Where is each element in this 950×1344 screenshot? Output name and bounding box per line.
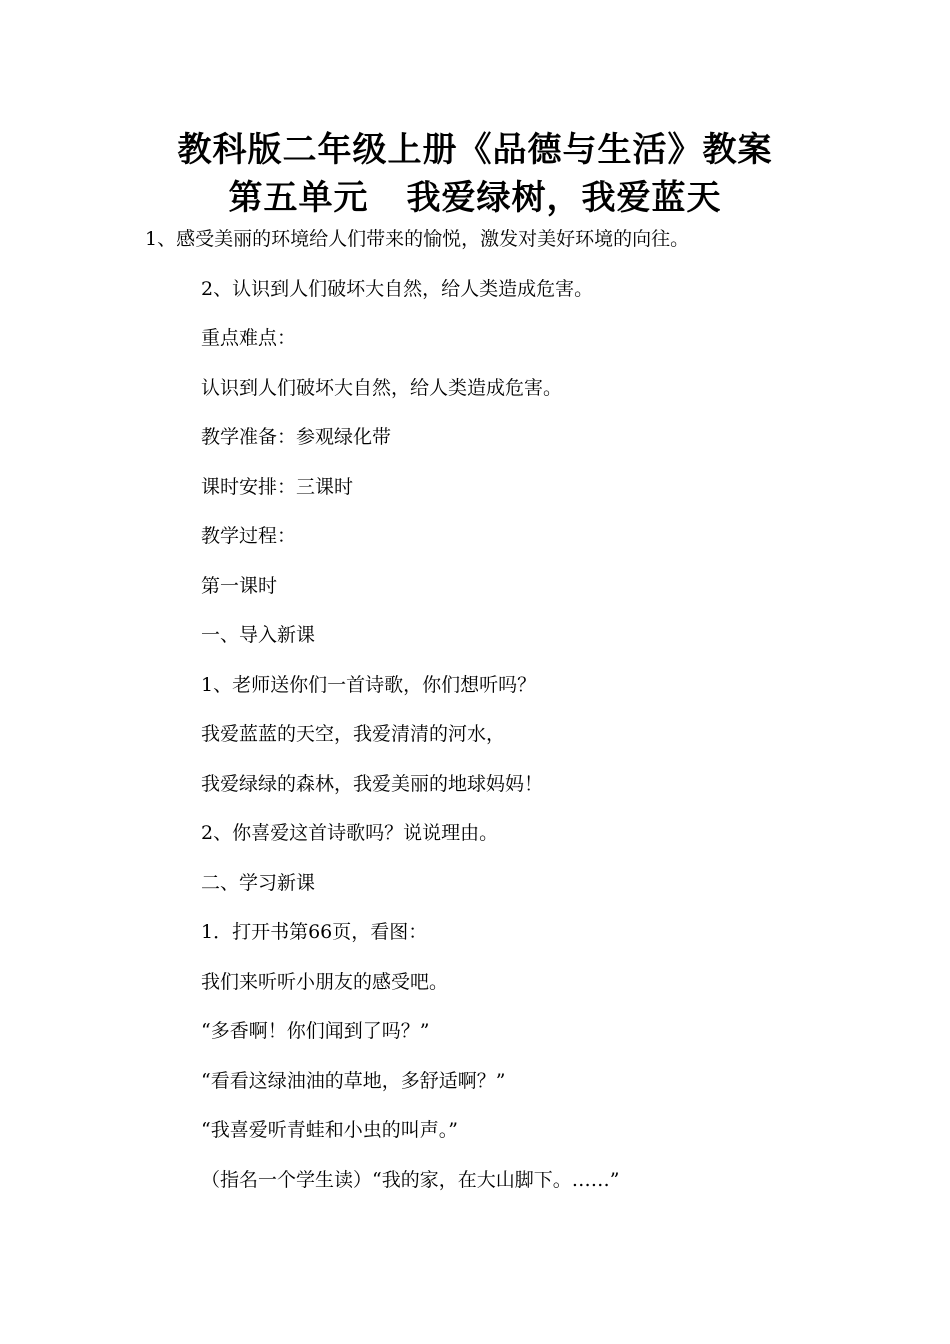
text-line: 我们来听听小朋友的感受吧。 bbox=[201, 971, 449, 993]
text-line: “看看这绿油油的草地，多舒适啊？” bbox=[201, 1070, 506, 1092]
text-line: 重点难点： bbox=[201, 327, 297, 349]
text-line: 第一课时 bbox=[201, 575, 278, 597]
text-line: 认识到人们破坏大自然，给人类造成危害。 bbox=[201, 377, 563, 399]
text-line: 二、学习新课 bbox=[201, 872, 316, 894]
text-line: 我爱蓝蓝的天空，我爱清清的河水， bbox=[201, 723, 506, 745]
text-line: 教学准备：参观绿化带 bbox=[201, 426, 392, 448]
unit-title: 我爱绿树，我爱蓝天 bbox=[406, 178, 722, 218]
text-line: 1、老师送你们一首诗歌，你们想听吗？ bbox=[201, 674, 537, 696]
text-line: 1．打开书第66页，看图： bbox=[201, 921, 428, 943]
text-line: 1、感受美丽的环境给人们带来的愉悦，激发对美好环境的向往。 bbox=[145, 228, 690, 250]
text-line: 我爱绿绿的森林，我爱美丽的地球妈妈！ bbox=[201, 773, 544, 795]
unit-label: 第五单元 bbox=[228, 178, 369, 218]
text-line: 一、导入新课 bbox=[201, 624, 316, 646]
text-line: 教学过程： bbox=[201, 525, 297, 547]
text-line: 课时安排：三课时 bbox=[201, 476, 354, 498]
text-line: （指名一个学生读）“我的家，在大山脚下。……” bbox=[201, 1169, 620, 1191]
document-title: 教科版二年级上册《品德与生活》教案 bbox=[177, 130, 773, 170]
text-line: “多香啊！你们闻到了吗？” bbox=[201, 1020, 430, 1042]
text-line: “我喜爱听青蛙和小虫的叫声。” bbox=[201, 1119, 458, 1141]
text-line: 2、你喜爱这首诗歌吗？说说理由。 bbox=[201, 822, 499, 844]
text-line: 2、认识到人们破坏大自然，给人类造成危害。 bbox=[201, 278, 594, 300]
unit-heading bbox=[0, 176, 950, 220]
